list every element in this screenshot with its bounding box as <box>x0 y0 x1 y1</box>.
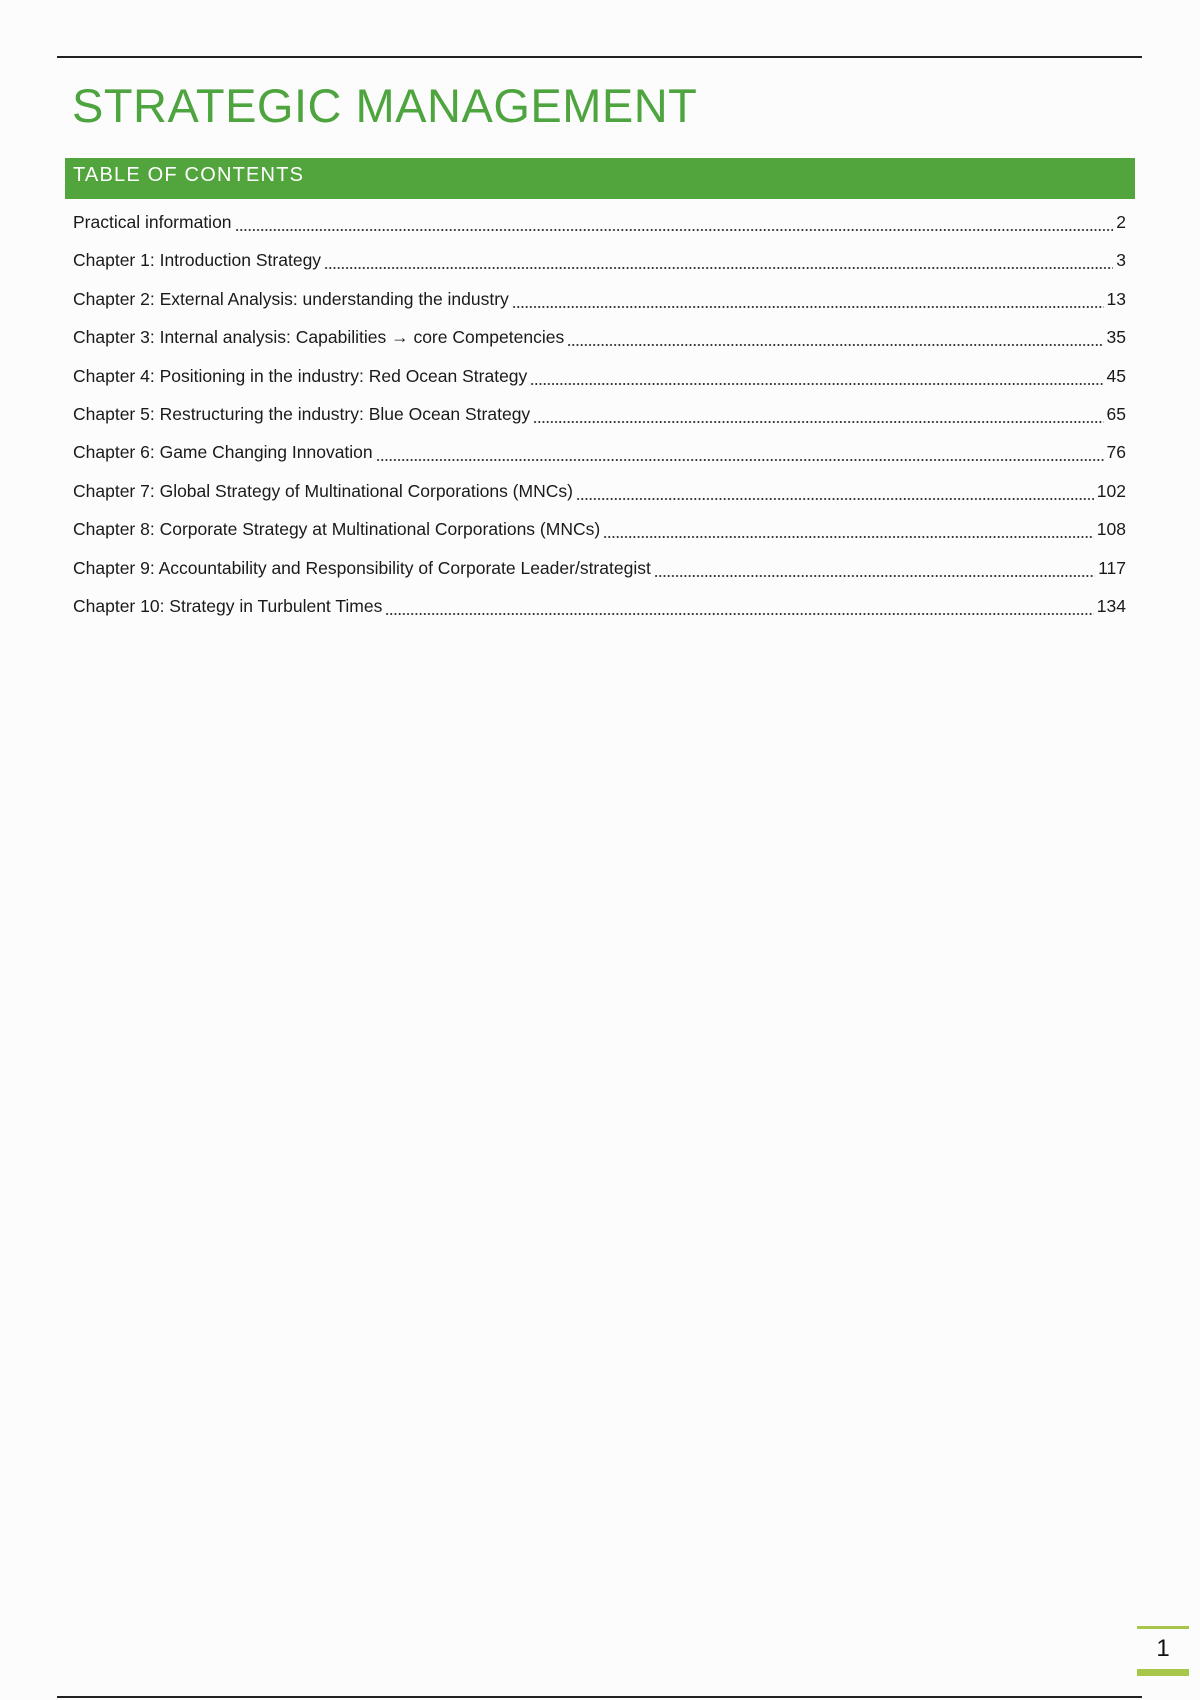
toc-entry-page: 108 <box>1096 519 1126 540</box>
toc-dot-leader <box>603 514 1094 552</box>
toc-entry-label: Chapter 5: Restructuring the industry: Blue Ocean Strategy <box>73 403 531 424</box>
toc-entry-page: 35 <box>1106 327 1126 348</box>
toc-entry-chapter-3[interactable] <box>73 322 1126 360</box>
toc-entry-page: 45 <box>1106 365 1126 386</box>
toc-entry-label: Chapter 3: Internal analysis: Capabilities → core Competencies <box>73 327 565 348</box>
toc-entry-chapter-6[interactable] <box>73 437 1126 475</box>
toc-list <box>73 207 1126 629</box>
document-title: STRATEGIC MANAGEMENT <box>72 79 698 132</box>
toc-entry-page: 76 <box>1106 442 1126 463</box>
toc-entry-label: Chapter 1: Introduction Strategy <box>73 250 322 271</box>
toc-entry-label: Chapter 6: Game Changing Innovation <box>73 442 373 463</box>
toc-entry-label: Chapter 9: Accountability and Responsibility of Corporate Leader/strategist <box>73 557 651 578</box>
toc-dot-leader <box>235 207 1114 245</box>
toc-entry-page: 3 <box>1116 250 1126 271</box>
toc-entry-chapter-7[interactable] <box>73 476 1126 514</box>
toc-entry-chapter-5[interactable] <box>73 399 1126 437</box>
toc-entry-label: Practical information <box>73 212 232 232</box>
toc-entry-page: 2 <box>1116 212 1126 232</box>
toc-entry-label: Chapter 2: External Analysis: understanding the industry <box>73 288 509 309</box>
toc-entry-page: 102 <box>1096 480 1126 501</box>
toc-entry-chapter-4[interactable] <box>73 361 1126 399</box>
toc-entry-page: 134 <box>1096 595 1126 616</box>
toc-dot-leader <box>533 399 1103 437</box>
toc-entry-page: 117 <box>1098 557 1126 578</box>
toc-entry-label: Chapter 8: Corporate Strategy at Multinational Corporations (MNCs) <box>73 519 601 540</box>
toc-dot-leader <box>512 284 1104 322</box>
toc-heading: TABLE OF CONTENTS <box>73 164 305 186</box>
toc-dot-leader <box>385 591 1093 629</box>
toc-dot-leader <box>654 553 1095 591</box>
toc-entry-chapter-1[interactable] <box>73 245 1126 283</box>
bottom-rule <box>57 1696 1142 1698</box>
toc-dot-leader <box>324 245 1113 283</box>
toc-entry-chapter-8[interactable] <box>73 514 1126 552</box>
toc-entry-page: 65 <box>1106 403 1126 424</box>
toc-dot-leader <box>530 361 1103 399</box>
toc-heading-bar <box>65 158 1135 199</box>
toc-entry-label: Chapter 4: Positioning in the industry: Red Ocean Strategy <box>73 365 528 386</box>
toc-entry-page: 13 <box>1106 288 1126 309</box>
toc-entry-chapter-2[interactable] <box>73 284 1126 322</box>
toc-dot-leader <box>376 437 1104 475</box>
top-rule <box>57 56 1142 58</box>
page-number-marker <box>1137 1626 1189 1676</box>
toc-entry-label: Chapter 7: Global Strategy of Multinational Corporations (MNCs) <box>73 480 573 501</box>
page-number: 1 <box>1156 1635 1170 1662</box>
toc-dot-leader <box>576 476 1094 514</box>
toc-entry-chapter-10[interactable] <box>73 591 1126 629</box>
toc-dot-leader <box>567 322 1103 360</box>
toc-entry-label: Chapter 10: Strategy in Turbulent Times <box>73 595 383 616</box>
toc-entry-chapter-9[interactable] <box>73 553 1126 591</box>
toc-entry-practical-information[interactable] <box>73 207 1126 245</box>
